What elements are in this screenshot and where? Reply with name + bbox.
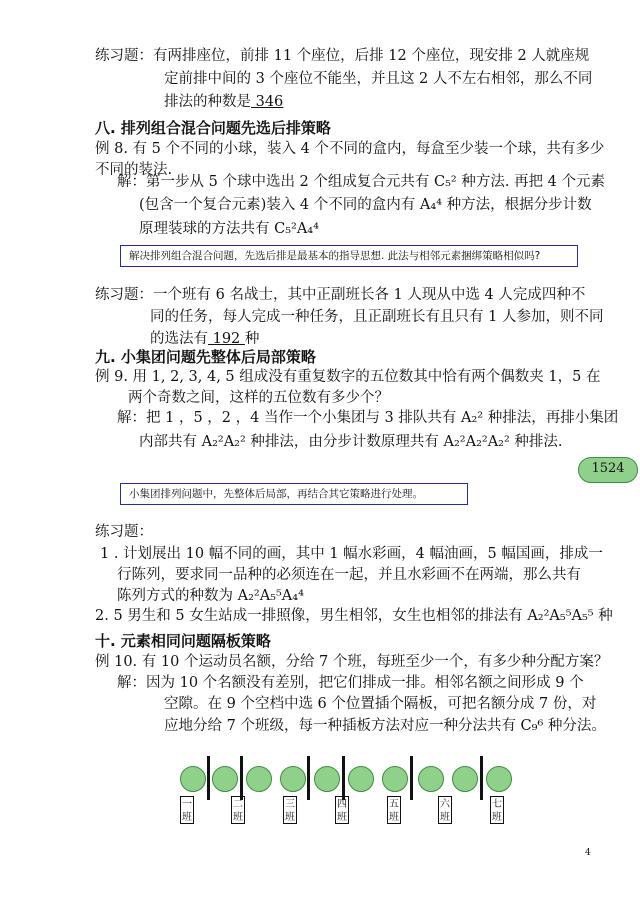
class-label: 一班 [180, 796, 194, 824]
solution-10-line-1: 解：因为 10 个名额没有差别，把它们排成一排。相邻名额之间形成 9 个 [117, 675, 584, 691]
class-label: 七班 [490, 796, 504, 824]
ball-4 [280, 766, 306, 792]
example-8-line-2: 不同的装法. [95, 162, 173, 178]
example-9-line-1: 例 9. 用 1, 2, 3, 4, 5 组成没有重复数字的五位数其中恰有两个偶数夹 1，5 在 [95, 369, 601, 385]
question-1-line-2: 行陈列，要求同一品种的必须连在一起，并且水彩画不在两端，那么共有 [117, 567, 581, 583]
solution-8-line-2: (包含一个复合元素)装入 4 个不同的盒内有 A₄⁴ 种方法，根据分步计数 [139, 197, 592, 213]
class-label: 六班 [438, 796, 452, 824]
solution-9-line-1: 解：把 1 ，5 ，2 ，4 当作一个小集团与 3 排队共有 A₂² 种排法，再排小集团 [117, 410, 619, 426]
answer-346: 346 [251, 94, 284, 110]
divider-6 [480, 756, 483, 800]
solution-9-line-2: 内部共有 A₂²A₂² 种排法，由分步计数原理共有 A₂²A₂²A₂² 种排法. [139, 434, 563, 450]
section-9-heading: 九. 小集团问题先整体后局部策略 [95, 348, 316, 366]
divider-3 [307, 756, 310, 800]
ball-8 [418, 766, 444, 792]
note-box-1: 解决排列组合混合问题，先选后排是最基本的指导思想. 此法与相邻元素捆绑策略相似吗? [120, 245, 578, 267]
practice-heading: 练习题： [95, 524, 153, 540]
practice-2-line-1: 练习题：一个班有 6 名战士，其中正副班长各 1 人现从中选 4 人完成四种不 [95, 287, 586, 303]
class-label: 二班 [231, 796, 245, 824]
line-3-text: 排法的种数是 [164, 94, 251, 110]
solution-10-line-3: 应地分给 7 个班级，每一种插板方法对应一种分法共有 C₉⁶ 种分法。 [164, 718, 606, 734]
note-box-2: 小集团排列问题中，先整体后局部，再结合其它策略进行处理。 [120, 483, 468, 505]
line-1: 练习题：有两排座位，前排 11 个座位，后排 12 个座位，现安排 2 人就座规 [95, 48, 590, 64]
practice-2-suffix: 种 [244, 331, 260, 347]
question-2: 2. 5 男生和 5 女生站成一排照像，男生相邻，女生也相邻的排法有 A₂²A₅⁵A₅⁵ 种 [95, 608, 613, 624]
solution-8-line-1: 解：第一步从 5 个球中选出 2 个组成复合元共有 C₅² 种方法. 再把 4 个元素 [117, 174, 605, 190]
section-10-heading: 十. 元素相同问题隔板策略 [95, 632, 271, 650]
ball-6 [348, 766, 374, 792]
class-label: 四班 [335, 796, 349, 824]
example-10: 例 10. 有 10 个运动员名额，分给 7 个班，每班至少一个，有多少种分配方案？ [95, 654, 609, 670]
ball-5 [314, 766, 340, 792]
section-8-heading: 八. 排列组合混合问题先选后排策略 [95, 119, 331, 137]
practice-2-line-2: 同的任务，每人完成一种任务，且正副班长有且只有 1 人参加，则不同 [150, 309, 604, 325]
practice-2-text: 的选法有 [150, 331, 208, 347]
ball-7 [382, 766, 408, 792]
solution-8-line-3: 原理装球的方法共有 C₅²A₄⁴ [139, 221, 319, 237]
class-label: 三班 [283, 796, 297, 824]
ball-1 [180, 766, 206, 792]
line-2: 定前排中间的 3 个座位不能坐，并且这 2 人不左右相邻，那么不同 [164, 71, 593, 87]
solution-10-line-2: 空隙。在 9 个空档中选 6 个位置插个隔板，可把名额分成 7 份，对 [164, 696, 597, 712]
divider-1 [207, 756, 210, 800]
divider-4 [342, 756, 345, 800]
line-3 [164, 92, 283, 112]
example-9-line-2: 两个奇数之间，这样的五位数有多少个？ [128, 390, 389, 406]
ball-9 [452, 766, 478, 792]
question-1-line-3: 陈列方式的种数为 A₂²A₅⁵A₄⁴ [117, 588, 304, 604]
divider-2 [240, 756, 243, 800]
example-8-line-1: 例 8. 有 5 个不同的小球，装入 4 个不同的盒内，每盒至少装一个球，共有多少 [95, 141, 605, 157]
divider-5 [410, 756, 413, 800]
class-label: 五班 [387, 796, 401, 824]
page-number: 4 [585, 848, 591, 858]
answer-192: 192 [208, 331, 245, 347]
ball-10 [486, 766, 512, 792]
ball-2 [212, 766, 238, 792]
answer-oval-1524: 1524 [578, 457, 638, 483]
ball-3 [246, 766, 272, 792]
question-1-line-1: 1 . 计划展出 10 幅不同的画，其中 1 幅水彩画，4 幅油画，5 幅国画，排成一 [100, 546, 603, 562]
